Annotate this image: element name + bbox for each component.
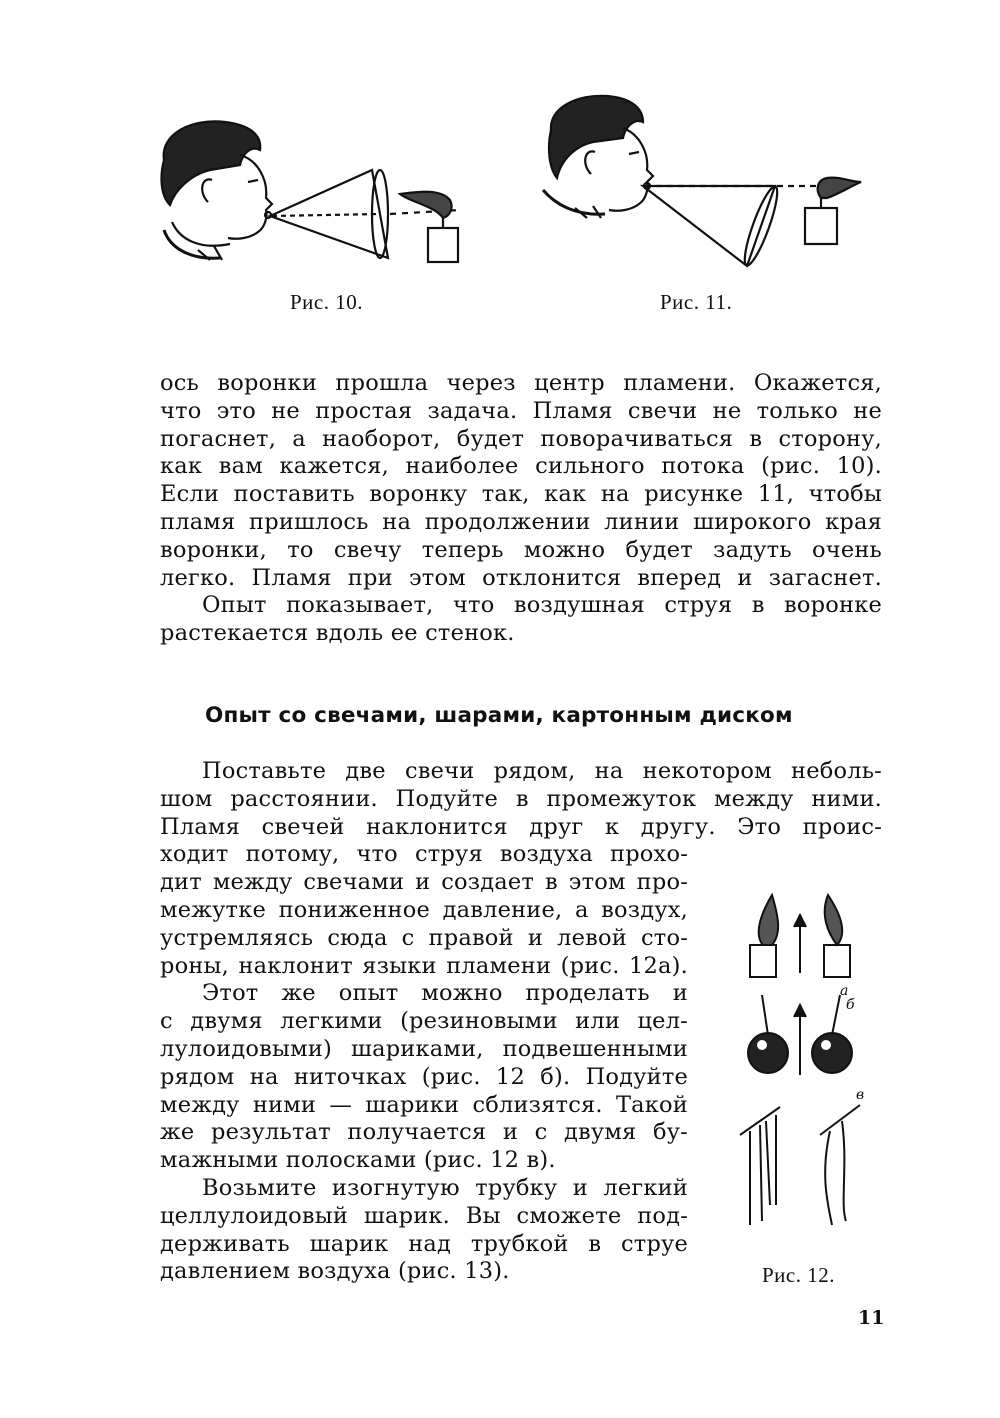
paragraph-4 xyxy=(160,980,688,1175)
text-line: растекается вдоль ее стенок. xyxy=(160,619,515,646)
text-line: что это не простая задача. Пламя свечи не только не xyxy=(160,397,882,424)
svg-text:б: б xyxy=(846,997,855,1013)
text-line: погаснет, а наоборот, будет поворачиваться в сторону, xyxy=(160,425,882,452)
text-line: роны, наклонит языки пламени (рис. 12а). xyxy=(160,952,688,979)
figure-12-illustration xyxy=(720,885,880,1235)
figure-10-caption: Рис. 10. xyxy=(290,290,363,314)
text-line: Опыт показывает, что воздушная струя в воронке xyxy=(202,592,882,618)
text-line: держивать шарик над трубкой в струе xyxy=(160,1230,688,1257)
text-line: рядом на ниточках (рис. 12 б). Подуйте xyxy=(160,1063,688,1090)
text-line: лулоидовыми) шариками, подвешенными xyxy=(160,1035,688,1062)
text-line: шом расстоянии. Подуйте в промежуток между ними. xyxy=(160,785,882,812)
figure-12-caption: Рис. 12. xyxy=(762,1263,835,1287)
text-line: Если поставить воронку так, как на рисунке 11, чтобы xyxy=(160,481,882,508)
text-line: Пламя свечей наклонится друг к другу. Это проис- xyxy=(160,813,882,840)
paragraph-3-continued xyxy=(160,841,688,980)
figure-11-caption: Рис. 11. xyxy=(660,290,733,314)
paragraph-1 xyxy=(160,370,882,592)
text-line: воронки, то свечу теперь можно будет задуть очень xyxy=(160,536,882,563)
text-line: давлением воздуха (рис. 13). xyxy=(160,1258,510,1285)
text-line: же результат получается и с двумя бу- xyxy=(160,1119,688,1146)
text-line: целлулоидовый шарик. Вы сможете под- xyxy=(160,1202,688,1229)
figure-10-illustration xyxy=(150,110,470,270)
page-number: 11 xyxy=(858,1307,885,1329)
text-line: мажными полосками (рис. 12 в). xyxy=(160,1147,556,1174)
figure-11-illustration xyxy=(535,90,865,270)
paragraph-3 xyxy=(160,758,882,841)
text-line: устремляясь сюда с правой и левой сто- xyxy=(160,924,688,951)
paragraph-2 xyxy=(160,592,882,648)
text-line: легко. Пламя при этом отклонится вперед и загаснет. xyxy=(160,564,882,591)
text-line: как вам кажется, наиболее сильного потока (рис. 10). xyxy=(160,453,882,480)
text-line: пламя пришлось на продолжении линии широкого края xyxy=(160,508,882,535)
paragraph-5 xyxy=(160,1175,688,1286)
text-line: дит между свечами и создает в этом про- xyxy=(160,869,688,896)
text-line: межутке пониженное давление, а воздух, xyxy=(160,896,688,923)
text-line: Поставьте две свечи рядом, на некотором неболь- xyxy=(202,758,882,784)
text-line: между ними — шарики сблизятся. Такой xyxy=(160,1091,688,1118)
text-line: Возьмите изогнутую трубку и легкий xyxy=(202,1175,688,1201)
svg-text:в: в xyxy=(856,1087,865,1103)
text-line: Этот же опыт можно проделать и xyxy=(202,980,688,1007)
text-line: ходит потому, что струя воздуха прохо- xyxy=(160,841,688,868)
svg-text:а: а xyxy=(840,983,849,999)
text-line: с двумя легкими (резиновыми или цел- xyxy=(160,1008,688,1035)
section-heading: Опыт со свечами, шарами, картонным диском xyxy=(205,703,793,728)
text-line: ось воронки прошла через центр пламени. Окажется, xyxy=(160,370,882,396)
